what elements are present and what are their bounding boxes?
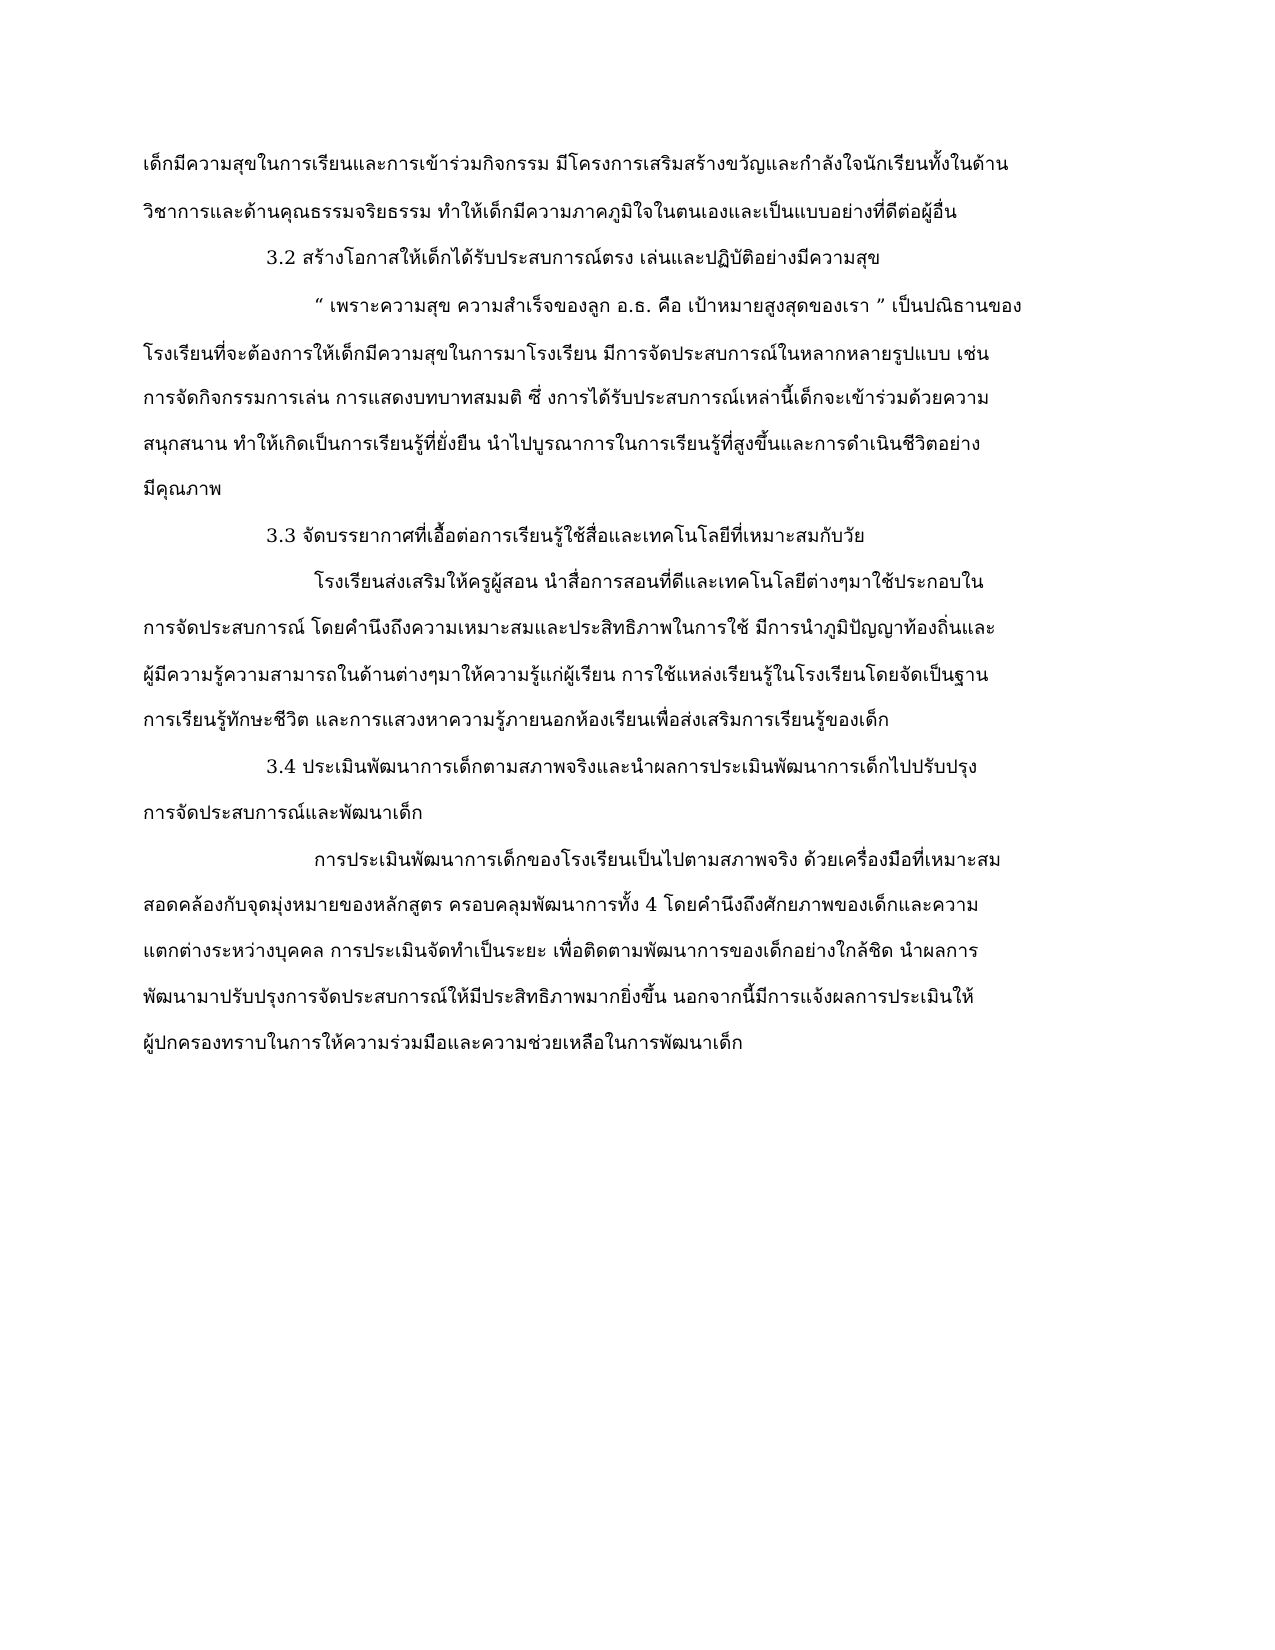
section-3-4-line-2: สอดคล้องกับจุดมุ่งหมายของหลักสูตร ครอบคลุมพัฒนาการทั้ง 4 โดยคำนึงถึงศักยภาพของเด็กและความ <box>143 894 979 916</box>
section-3-2-line-2: โรงเรียนที่จะต้องการให้เด็กมีความสุขในการมาโรงเรียน มีการจัดประสบการณ์ในหลากหลายรูปแบบ เช่น <box>143 343 990 365</box>
section-3-4-line-3: แตกต่างระหว่างบุคคล การประเมินจัดทำเป็นระยะ เพื่อติดตามพัฒนาการของเด็กอย่างใกล้ชิด นำผลการ <box>143 940 979 962</box>
section-3-2-line-4: สนุกสนาน ทำให้เกิดเป็นการเรียนรู้ที่ยั่งยืน นำไปบูรณาการในการเรียนรู้ที่สูงขึ้นและการดำเนินชีวิตอย่าง <box>143 433 981 455</box>
section-3-2-line-1: “ เพราะความสุข ความสำเร็จของลูก อ.ธ. คือ เป้าหมายสูงสุดของเรา ” เป็นปณิธานของ <box>314 295 1022 317</box>
section-3-3-line-2: การจัดประสบการณ์ โดยคำนึงถึงความเหมาะสมและประสิทธิภาพในการใช้ มีการนำภูมิปัญญาท้องถิ่นและ <box>143 617 996 639</box>
section-3-4-line-1: การประเมินพัฒนาการเด็กของโรงเรียนเป็นไปตามสภาพจริง ด้วยเครื่องมือที่เหมาะสม <box>314 849 1001 871</box>
intro-line-1: เด็กมีความสุขในการเรียนและการเข้าร่วมกิจกรรม มีโครงการเสริมสร้างขวัญและกำลังใจนักเรียนทั้งในด้าน <box>143 153 1009 175</box>
section-3-2-line-5: มีคุณภาพ <box>143 478 222 500</box>
section-3-3-line-3: ผู้มีความรู้ความสามารถในด้านต่างๆมาให้ความรู้แก่ผู้เรียน การใช้แหล่งเรียนรู้ในโรงเรียนโดยจัดเป็นฐาน <box>143 664 989 686</box>
section-3-3-line-1: โรงเรียนส่งเสริมให้ครูผู้สอน นำสื่อการสอนที่ดีและเทคโนโลยีต่างๆมาใช้ประกอบใน <box>314 571 984 593</box>
intro-line-2: วิชาการและด้านคุณธรรมจริยธรรม ทำให้เด็กมีความภาคภูมิใจในตนเองและเป็นแบบอย่างที่ดีต่อผู้อื่น <box>143 201 957 223</box>
section-3-2-line-3: การจัดกิจกรรมการเล่น การแสดงบทบาทสมมติ ซึ่ งการได้รับประสบการณ์เหล่านี้เด็กจะเข้าร่วมด้วยความ <box>143 387 990 409</box>
section-3-3-line-4: การเรียนรู้ทักษะชีวิต และการแสวงหาความรู้ภายนอกห้องเรียนเพื่อส่งเสริมการเรียนรู้ของเด็ก <box>143 709 890 731</box>
section-3-4-line-4: พัฒนามาปรับปรุงการจัดประสบการณ์ให้มีประสิทธิภาพมากยิ่งขึ้น นอกจากนี้มีการแจ้งผลการประเมินให้ <box>143 986 974 1008</box>
section-3-4-line-5: ผู้ปกครองทราบในการให้ความร่วมมือและความช่วยเหลือในการพัฒนาเด็ก <box>143 1032 743 1054</box>
section-3-4-heading: 3.4 ประเมินพัฒนาการเด็กตามสภาพจริงและนำผลการประเมินพัฒนาการเด็กไปปรับปรุง <box>266 756 978 778</box>
section-3-2-heading: 3.2 สร้างโอกาสให้เด็กได้รับประสบการณ์ตรง เล่นและปฏิบัติอย่างมีความสุข <box>266 247 881 269</box>
section-3-4-heading-cont: การจัดประสบการณ์และพัฒนาเด็ก <box>143 802 423 824</box>
section-3-3-heading: 3.3 จัดบรรยากาศที่เอื้อต่อการเรียนรู้ใช้สื่อและเทคโนโลยีที่เหมาะสมกับวัย <box>266 525 865 547</box>
